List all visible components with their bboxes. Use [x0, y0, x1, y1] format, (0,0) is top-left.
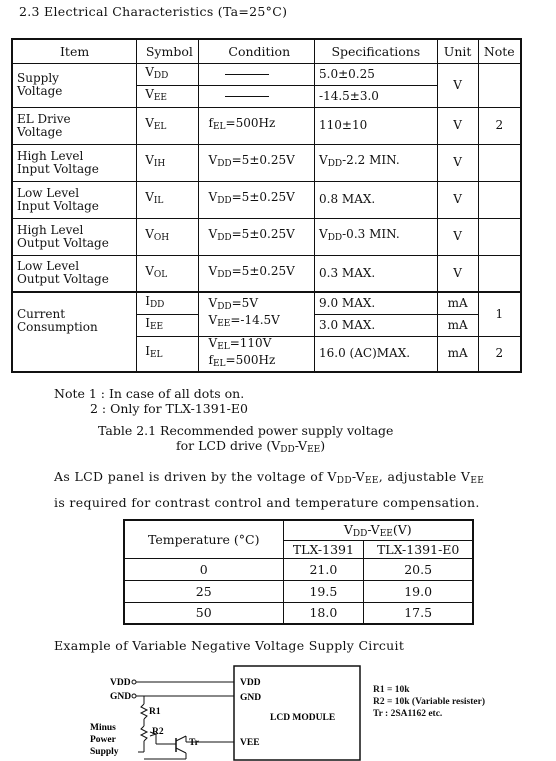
cond-base: f	[208, 352, 213, 367]
note-2: 2 : Only for TLX-1391-E0	[90, 401, 248, 416]
r1-label: R1	[149, 707, 161, 717]
unit-iee: mA	[437, 314, 478, 336]
cond-rest: =5±0.25V	[231, 227, 295, 241]
cond-sub: EE	[217, 319, 231, 330]
note-vel: 2	[478, 107, 521, 144]
unit-voh: V	[437, 218, 478, 255]
item-line: Voltage	[17, 124, 63, 139]
condition-none	[198, 63, 315, 85]
para-text: -V	[351, 469, 365, 484]
symbol-sub: OH	[153, 233, 170, 243]
item-high-output	[12, 218, 137, 255]
table-row	[124, 602, 473, 624]
header-condition: Condition	[198, 39, 315, 63]
vdd-terminal	[132, 680, 136, 684]
value-cell: 19.5	[283, 580, 364, 602]
note-vol	[478, 255, 521, 292]
caption-sub: EE	[307, 445, 321, 455]
symbol-base: V	[145, 86, 154, 101]
gnd-label: GND	[110, 692, 132, 702]
spec-idd: 9.0 MAX.	[315, 292, 438, 314]
legend-r2: R2 = 10k (Variable resister)	[373, 697, 486, 707]
symbol-sub: EE	[153, 92, 167, 103]
item-line: Low Level	[17, 185, 80, 200]
para-text: As LCD panel is driven by the voltage of V	[54, 469, 337, 484]
header-temperature: Temperature (°C)	[124, 520, 283, 558]
section-title: 2.3 Electrical Characteristics (Ta=25°C)	[19, 4, 288, 19]
spec-rest: -0.3 MIN.	[342, 227, 400, 241]
table-header-row	[124, 520, 473, 540]
vdd-label: VDD	[110, 678, 131, 688]
symbol-sub: OL	[153, 269, 168, 280]
note-idd-iee: 1	[478, 292, 521, 336]
module-gnd-label: GND	[240, 693, 262, 703]
caption-line-1: Table 2.1 Recommended power supply voltage	[98, 423, 394, 438]
cond-base: f	[208, 116, 213, 130]
table-row	[124, 558, 473, 580]
component-legend	[373, 684, 485, 720]
item-supply-voltage	[12, 63, 137, 107]
para-sub: EE	[470, 476, 485, 486]
hdr-text: (V)	[392, 521, 412, 537]
r2-resistor	[141, 726, 147, 741]
symbol-base: I	[145, 315, 150, 330]
header-symbol: Symbol	[137, 39, 198, 63]
cond-rest: =5V	[231, 296, 258, 311]
symbol-sub: EL	[153, 122, 167, 132]
unit-idd: mA	[437, 292, 478, 314]
cond-base: V	[208, 190, 218, 204]
symbol-vil	[137, 181, 198, 218]
value-cell: 18.0	[283, 602, 364, 624]
unit-vih: V	[437, 144, 478, 181]
cond-rest: =500Hz	[225, 352, 276, 367]
note-supply	[478, 63, 521, 107]
header-vdd-vee	[283, 520, 473, 540]
symbol-base: V	[145, 190, 154, 204]
item-line: EL Drive	[17, 111, 71, 126]
unit-vol: V	[437, 255, 478, 292]
cond-rest: =500Hz	[225, 116, 276, 130]
item-line: High Level	[17, 222, 84, 237]
cond-sub: DD	[217, 269, 232, 280]
cond-sub: DD	[217, 233, 232, 243]
item-line: Input Voltage	[17, 161, 99, 176]
temp-cell: 25	[124, 580, 283, 602]
note-1: Note 1 : In case of all dots on.	[54, 386, 245, 401]
condition-vdd	[198, 144, 315, 181]
item-current-consumption	[12, 292, 137, 372]
header-item: Item	[12, 39, 137, 63]
condition-none	[198, 85, 315, 107]
minus-label: Minus	[90, 723, 116, 733]
caption-text: -V	[294, 438, 308, 453]
hdr-sub: DD	[352, 528, 368, 539]
voltage-temperature-table	[123, 519, 474, 625]
condition-fel	[198, 107, 315, 144]
note-vil	[478, 181, 521, 218]
para-sub: DD	[336, 476, 352, 486]
item-line: Current	[17, 307, 66, 321]
cond-line	[209, 354, 311, 371]
unit-vel: V	[437, 107, 478, 144]
spec-vdd: 5.0±0.25	[315, 63, 438, 85]
cond-rest: =5±0.25V	[231, 190, 295, 204]
transistor-label: Tr	[189, 738, 199, 748]
item-line: High Level	[17, 148, 84, 163]
r2-label: R2	[152, 727, 164, 737]
symbol-sub: EE	[149, 321, 164, 332]
unit-iel: mA	[437, 336, 478, 372]
dash-line	[225, 96, 269, 97]
symbol-idd	[137, 292, 198, 314]
cond-rest: =110V	[229, 335, 272, 350]
header-tlx-1391: TLX-1391	[283, 540, 364, 558]
legend-tr: Tr : 2SA1162 etc.	[373, 709, 443, 719]
paragraph-line-1	[54, 466, 484, 492]
symbol-iee	[137, 314, 198, 336]
supply-label: Supply	[90, 747, 119, 757]
caption-text: )	[320, 438, 326, 453]
spec-iel: 16.0 (AC)MAX.	[315, 336, 438, 372]
symbol-vol	[137, 255, 198, 292]
value-cell: 19.0	[364, 580, 473, 602]
condition-vdd	[198, 181, 315, 218]
transistor-collector	[176, 736, 186, 741]
lcd-module-label: LCD MODULE	[270, 713, 336, 723]
cond-rest: =-14.5V	[230, 313, 280, 328]
description-paragraph	[54, 466, 484, 514]
cond-base: V	[208, 263, 218, 278]
value-cell: 20.5	[364, 558, 473, 580]
table-row	[12, 181, 521, 218]
symbol-sub: DD	[149, 299, 165, 310]
hdr-text: -V	[367, 521, 380, 537]
unit-vil: V	[437, 181, 478, 218]
item-el-drive	[12, 107, 137, 144]
item-line: Low Level	[17, 259, 80, 274]
header-specifications: Specifications	[315, 39, 438, 63]
circuit-diagram	[80, 662, 370, 761]
spec-iee: 3.0 MAX.	[315, 314, 438, 336]
module-vdd-label: VDD	[240, 678, 261, 688]
symbol-vih	[137, 144, 198, 181]
symbol-base: I	[145, 344, 150, 359]
condition-vdd	[198, 218, 315, 255]
item-line: Supply	[17, 71, 59, 85]
r1-resistor	[141, 704, 147, 719]
notes	[54, 386, 248, 416]
cond-base: V	[208, 335, 218, 350]
condition-vel-fel	[198, 336, 315, 372]
symbol-iel	[137, 336, 198, 372]
note-iel: 2	[478, 336, 521, 372]
symbol-base: V	[145, 153, 154, 167]
paragraph-line-2: is required for contrast control and temperature compensation.	[54, 495, 480, 510]
caption-text: for LCD drive (V	[176, 438, 281, 453]
note-vih	[478, 144, 521, 181]
spec-vol: 0.3 MAX.	[315, 255, 438, 292]
symbol-sub: IH	[153, 159, 166, 169]
cond-sub: DD	[217, 159, 232, 169]
note-voh	[478, 218, 521, 255]
dash-line	[225, 74, 269, 75]
unit-supply: V	[437, 63, 478, 107]
symbol-base: V	[145, 64, 154, 79]
table-row	[12, 255, 521, 292]
spec-vee: -14.5±3.0	[315, 85, 438, 107]
spec-rest: -2.2 MIN.	[342, 153, 400, 167]
spec-vil: 0.8 MAX.	[315, 181, 438, 218]
cond-sub: DD	[217, 196, 232, 206]
table-row	[12, 144, 521, 181]
table-header-row	[12, 39, 521, 63]
item-high-input	[12, 144, 137, 181]
table-row	[124, 580, 473, 602]
cond-base: V	[208, 313, 218, 328]
legend-r1: R1 = 10k	[373, 685, 410, 695]
cond-rest: =5±0.25V	[231, 263, 295, 278]
electrical-characteristics-table	[11, 38, 522, 373]
table-caption	[98, 423, 393, 458]
spec-base: V	[319, 153, 328, 167]
symbol-voh	[137, 218, 198, 255]
gnd-terminal	[132, 694, 136, 698]
symbol-vdd	[137, 63, 198, 85]
symbol-sub: DD	[153, 70, 169, 81]
temp-cell: 0	[124, 558, 283, 580]
spec-base: V	[319, 227, 328, 241]
symbol-base: V	[145, 116, 154, 130]
cond-sub: EL	[212, 358, 226, 369]
value-cell: 17.5	[364, 602, 473, 624]
cond-rest: =5±0.25V	[231, 153, 295, 167]
symbol-base: I	[145, 293, 150, 308]
cond-line	[209, 337, 311, 354]
symbol-vee	[137, 85, 198, 107]
cond-sub: EL	[217, 341, 230, 352]
cond-base: V	[208, 153, 218, 167]
cond-base: V	[208, 227, 218, 241]
temp-cell: 50	[124, 602, 283, 624]
symbol-base: V	[145, 227, 154, 241]
item-line: Output Voltage	[17, 272, 109, 287]
item-line: Output Voltage	[17, 235, 109, 250]
para-text: , adjustable V	[378, 469, 471, 484]
circuit-title: Example of Variable Negative Voltage Supply Circuit	[54, 638, 405, 653]
item-low-output	[12, 255, 137, 292]
cond-base: V	[208, 296, 218, 311]
table-row	[12, 292, 521, 314]
spec-sub: DD	[327, 233, 343, 243]
symbol-vel	[137, 107, 198, 144]
header-tlx-1391-e0: TLX-1391-E0	[364, 540, 473, 558]
item-line: Input Voltage	[17, 198, 99, 213]
caption-sub: DD	[280, 445, 295, 455]
module-vee-label: VEE	[240, 738, 260, 748]
condition-vdd	[198, 255, 315, 292]
spec-sub: DD	[327, 159, 343, 169]
item-low-input	[12, 181, 137, 218]
spec-vih	[315, 144, 438, 181]
value-cell: 21.0	[283, 558, 364, 580]
table-row	[12, 218, 521, 255]
condition-vdd-vee	[198, 292, 315, 336]
symbol-base: V	[145, 263, 154, 278]
table-row	[12, 63, 521, 85]
spec-voh	[315, 218, 438, 255]
hdr-sub: EE	[379, 528, 393, 539]
caption-line-2	[98, 438, 393, 458]
spec-vel: 110±10	[315, 107, 438, 144]
cond-sub: EL	[212, 122, 226, 132]
table-row	[12, 107, 521, 144]
header-unit: Unit	[437, 39, 478, 63]
item-line: Voltage	[17, 84, 63, 98]
symbol-sub: IL	[153, 196, 164, 206]
transistor-emitter	[176, 748, 186, 753]
para-sub: EE	[364, 476, 379, 486]
cond-line	[209, 297, 311, 314]
cond-line	[209, 314, 311, 331]
header-note: Note	[478, 39, 521, 63]
symbol-sub: EL	[149, 350, 163, 361]
cond-sub: DD	[217, 302, 232, 313]
hdr-text: V	[343, 521, 353, 537]
power-label: Power	[90, 735, 116, 745]
item-line: Consumption	[17, 320, 98, 334]
